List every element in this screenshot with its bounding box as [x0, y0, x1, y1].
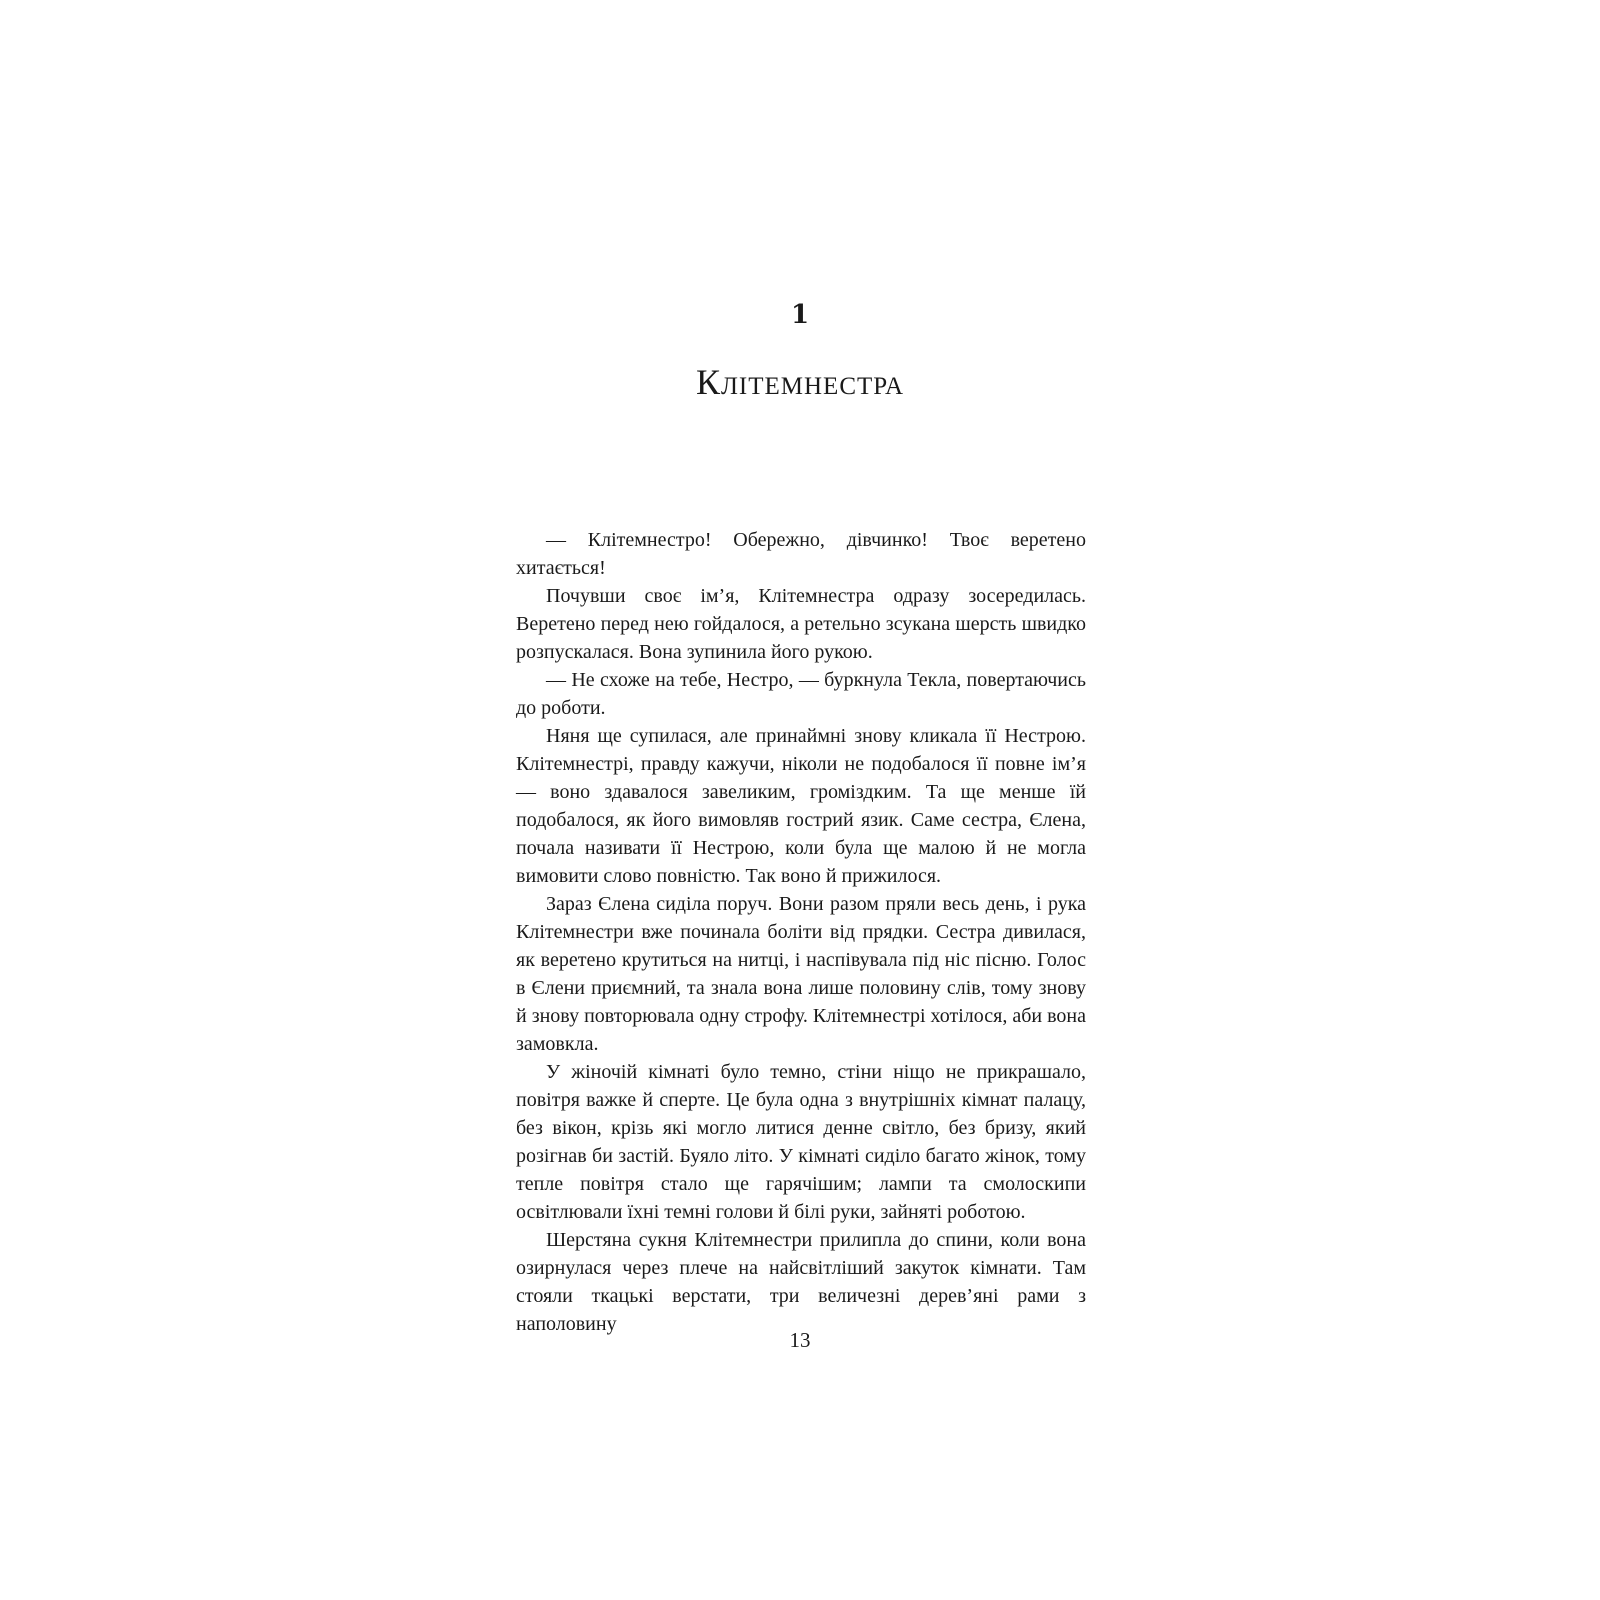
chapter-body: [516, 526, 1086, 1338]
paragraph: Зараз Єлена сиділа поруч. Вони разом пряли весь день, і рука Клітемнестри вже починала боліти від прядки. Сестра дивилася, як веретено крутиться на нитці, і наспівувала під ніс пісню. Голос в Єлени приємний, та знала вона лише половину слів, тому знову й знову повторювала одну строфу. Клітемнестрі хотілося, аби вона замовкла.: [516, 893, 1086, 1055]
chapter-title: Клітемнестра: [695, 362, 905, 402]
paragraph: У жіночій кімнаті було темно, стіни ніщо не прикрашало, повітря важке й сперте. Це була одна з внутрішніх кімнат палацу, без вікон, крізь які могло литися денне світло, без бризу, який розігнав би застій. Буяло літо. У кімнаті сиділо багато жінок, тому тепле повітря стало ще гарячішим; лампи та смолоскипи освітлювали їхні темні голови й білі руки, зайняті роботою.: [516, 1061, 1086, 1223]
paragraph: Няня ще супилася, але принаймні знову кликала її Нестрою. Клітемнестрі, правду кажучи, ніколи не подобалося її повне ім’я — воно здавалося завеликим, громіздким. Та ще менше їй подобалося, як його вимовляв гострий язик. Саме сестра, Єлена, почала називати її Нестрою, коли була ще малою й не могла вимовити слово повністю. Так воно й прижилося.: [516, 725, 1086, 887]
paragraph: Шерстяна сукня Клітемнестри прилипла до спини, коли вона озирнулася через плече на найсвітліший закуток кімнати. Там стояли ткацькі верстати, три величезні дерев’яні рами з наполовину: [516, 1229, 1086, 1335]
chapter-number: 1: [790, 300, 810, 330]
paragraph: — Не схоже на тебе, Нестро, — буркнула Текла, повертаючись до роботи.: [516, 669, 1086, 719]
paragraph: — Клітемнестро! Обережно, дівчинко! Твоє веретено хитається!: [516, 529, 1086, 579]
paragraph: Почувши своє ім’я, Клітемнестра одразу зосередилась. Веретено перед нею гойдалося, а ретельно зсукана шерсть швидко розпускалася. Вона зупинила його рукою.: [516, 585, 1086, 663]
page-number: 13: [789, 1328, 811, 1352]
